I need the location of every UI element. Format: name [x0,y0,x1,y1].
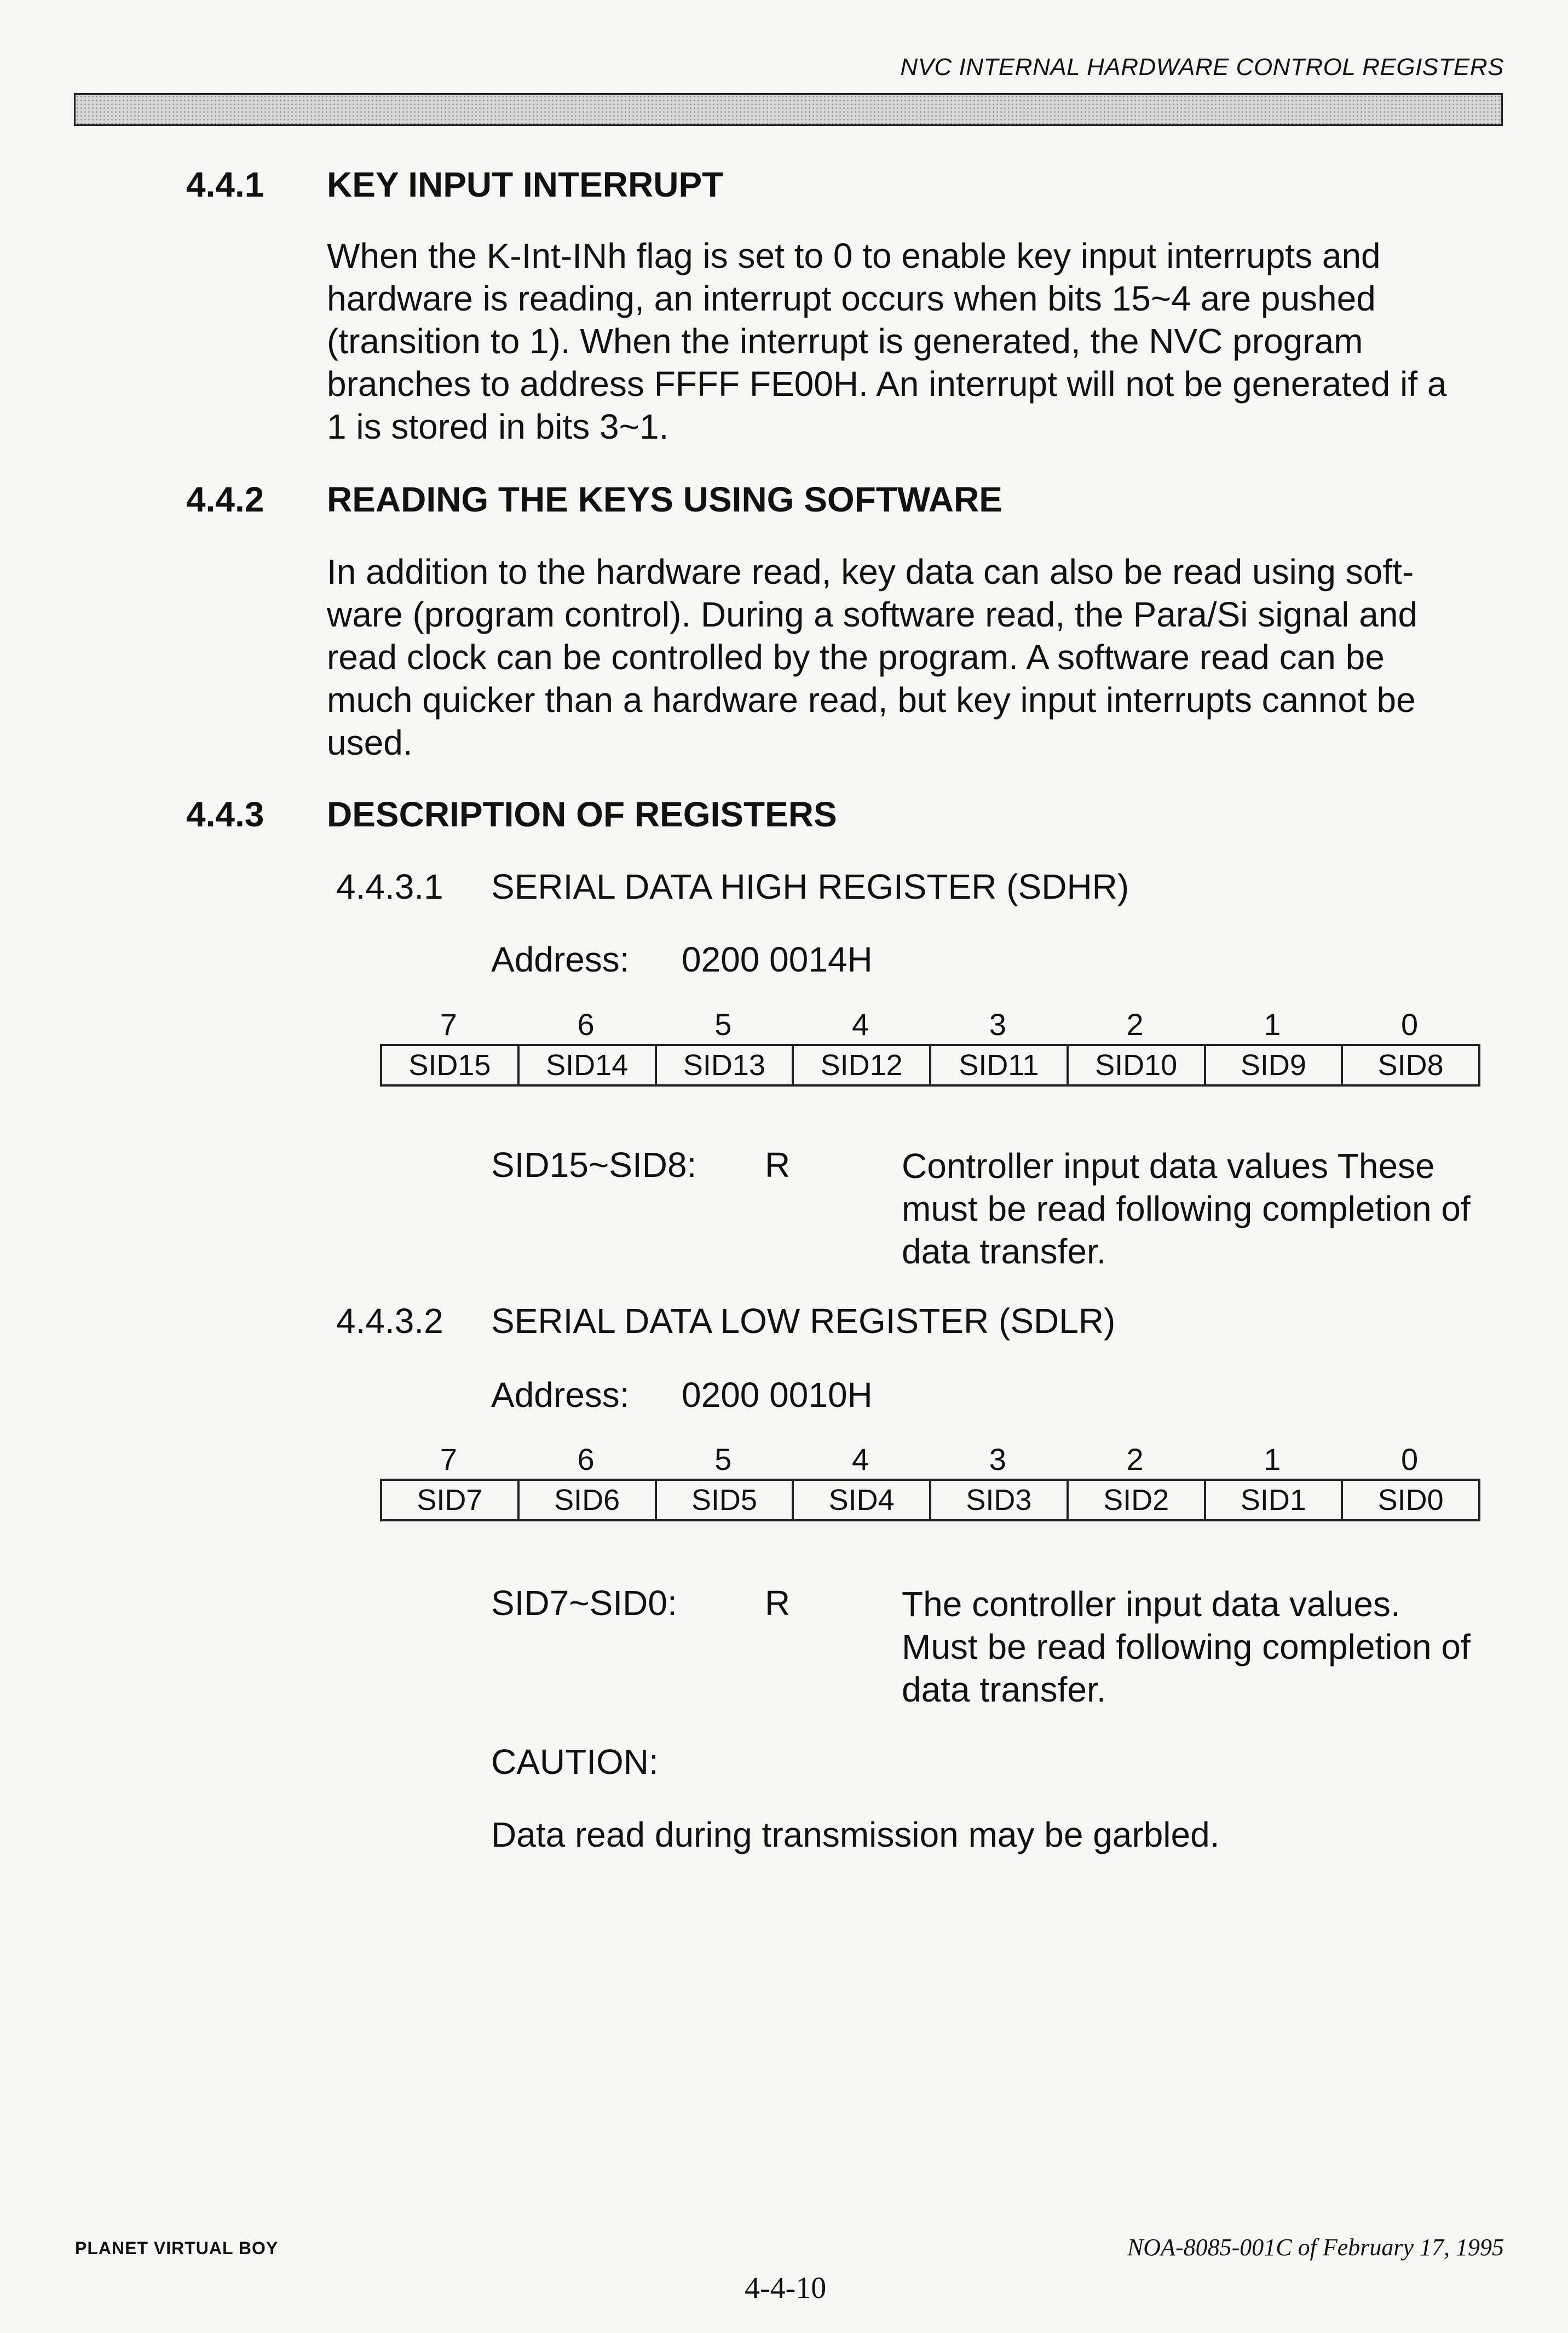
bit-number: 6 [577,1007,595,1042]
bit-number: 4 [852,1007,869,1042]
caution-label: CAUTION: [491,1742,659,1782]
register-cell: SID4 [793,1480,930,1520]
register-cell: SID0 [1342,1480,1479,1520]
subsection-number: 4.4.3.1 [336,867,443,906]
register-table-sdlr [380,1479,1480,1521]
footer-document-id: NOA-8085-001C of February 17, 1995 [1127,2234,1504,2261]
register-cell: SID14 [518,1045,656,1085]
paragraph-line: When the K-Int-INh flag is set to 0 to enable key input interrupts and [327,236,1381,275]
register-cell: SID8 [1342,1045,1479,1085]
paragraph-line: 1 is stored in bits 3~1. [327,407,669,446]
caution-text: Data read during transmission may be garbled. [491,1815,1220,1854]
bit-number: 5 [714,1007,732,1042]
section-number: 4.4.2 [186,480,264,519]
subsection-title: SERIAL DATA HIGH REGISTER (SDHR) [491,867,1129,906]
description-line: Controller input data values These [902,1146,1435,1186]
paragraph-line: much quicker than a hardware read, but key input interrupts cannot be [327,680,1416,720]
register-cell: SID15 [381,1045,518,1085]
bit-number: 0 [1401,1007,1419,1042]
section-title: KEY INPUT INTERRUPT [327,165,724,204]
field-access: R [765,1583,791,1623]
register-cell: SID7 [381,1480,518,1520]
bit-number: 1 [1264,1007,1281,1042]
paragraph-line: read clock can be controlled by the program. A software read can be [327,637,1385,677]
field-description [902,1583,1520,1711]
field-access: R [765,1145,791,1185]
register-cell: SID3 [930,1480,1068,1520]
register-cell: SID11 [930,1045,1068,1085]
bit-number: 3 [989,1442,1006,1476]
bit-number: 2 [1126,1007,1144,1042]
section-number: 4.4.1 [186,165,264,204]
bit-number: 7 [440,1442,457,1476]
register-cell: SID6 [518,1480,656,1520]
register-cell: SID1 [1205,1480,1342,1520]
field-name: SID15~SID8: [491,1145,697,1185]
subsection-title: SERIAL DATA LOW REGISTER (SDLR) [491,1301,1116,1341]
bit-number: 5 [714,1442,732,1476]
bit-number: 4 [852,1442,869,1476]
description-line: must be read following completion of [902,1189,1471,1228]
paragraph-line: (transition to 1). When the interrupt is generated, the NVC program [327,321,1363,361]
address-label: Address: [491,940,630,979]
paragraph-line: In addition to the hardware read, key data can also be read using soft- [327,552,1414,591]
register-cell: SID13 [656,1045,793,1085]
register-cell: SID10 [1068,1045,1205,1085]
register-cell: SID12 [793,1045,930,1085]
bit-number-row [380,1441,1478,1477]
bit-number: 6 [577,1442,595,1476]
bit-number: 3 [989,1007,1006,1042]
address-label: Address: [491,1375,630,1415]
footer-publication: PLANET VIRTUAL BOY [75,2238,279,2258]
bit-number-row [380,1007,1478,1042]
field-name: SID7~SID0: [491,1583,677,1623]
bit-number: 1 [1264,1442,1281,1476]
section-paragraph [327,234,1446,448]
paragraph-line: hardware is reading, an interrupt occurs when bits 15~4 are pushed [327,279,1376,318]
paragraph-line: used. [327,723,413,762]
bit-number: 2 [1126,1442,1144,1476]
description-line: data transfer. [902,1232,1106,1271]
paragraph-line: ware (program control). During a software read, the Para/Si signal and [327,595,1418,634]
subsection-number: 4.4.3.2 [336,1301,443,1341]
field-description [902,1145,1520,1273]
section-title: READING THE KEYS USING SOFTWARE [327,480,1002,519]
register-cell: SID9 [1205,1045,1342,1085]
description-line: data transfer. [902,1670,1106,1709]
bit-number: 7 [440,1007,457,1042]
register-table-sdhr [380,1044,1480,1087]
register-cell: SID5 [656,1480,793,1520]
page-number: 4-4-10 [745,2271,827,2305]
description-line: Must be read following completion of [902,1627,1471,1667]
running-header: NVC INTERNAL HARDWARE CONTROL REGISTERS [900,54,1504,81]
address-value: 0200 0014H [682,940,873,979]
register-cell: SID2 [1068,1480,1205,1520]
section-paragraph [327,550,1417,764]
section-number: 4.4.3 [186,795,264,834]
address-value: 0200 0010H [682,1375,873,1415]
section-title: DESCRIPTION OF REGISTERS [327,795,837,834]
header-rule-bar [74,93,1503,126]
bit-number: 0 [1401,1442,1419,1476]
description-line: The controller input data values. [902,1584,1400,1624]
paragraph-line: branches to address FFFF FE00H. An interrupt will not be generated if a [327,364,1447,404]
